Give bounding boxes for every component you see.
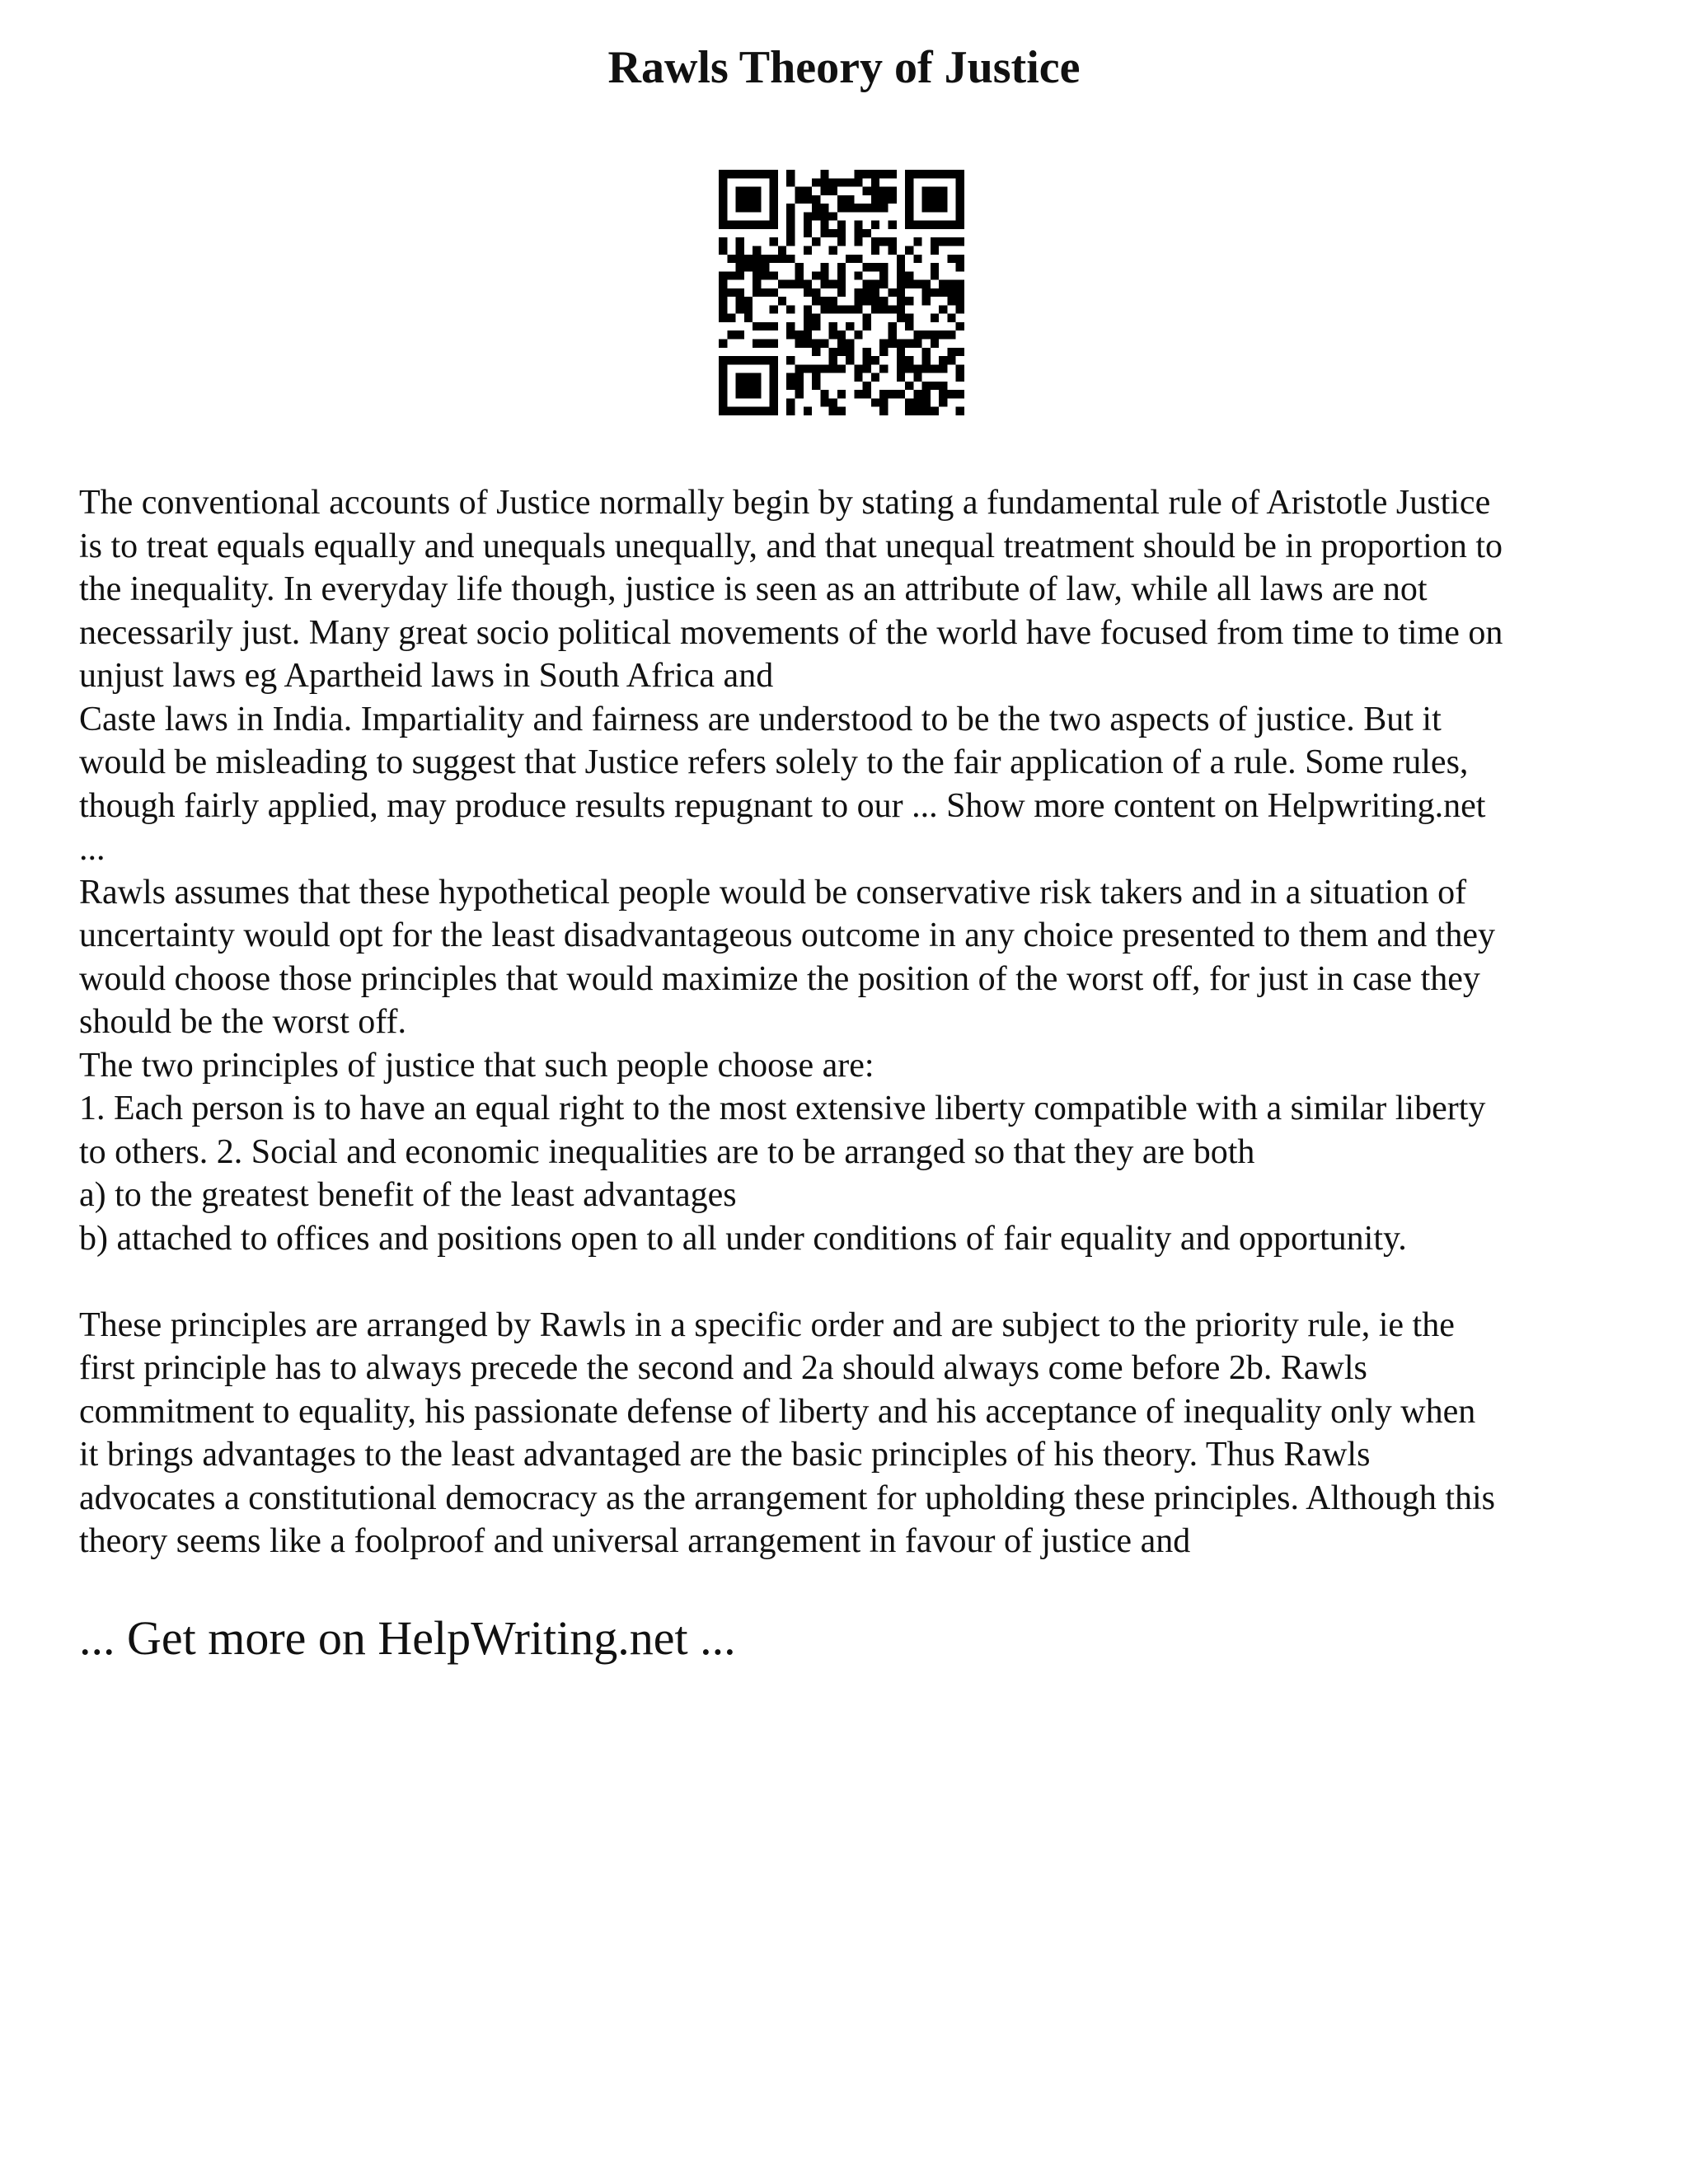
text-line: advocates a constitutional democracy as the arrangement for upholding these principles. Although this [79, 1479, 1496, 1517]
paragraph-1 [79, 481, 1645, 1260]
text-line: would choose those principles that would maximize the position of the worst off, for just in case they [79, 959, 1480, 998]
text-line: first principle has to always precede the second and 2a should always come before 2b. Rawls [79, 1349, 1367, 1387]
get-more-link[interactable]: ... Get more on HelpWriting.net ... [79, 1611, 736, 1665]
text-line: a) to the greatest benefit of the least advantages [79, 1176, 737, 1214]
text-line: it brings advantages to the least advantaged are the basic principles of his theory. Thus Rawls [79, 1436, 1371, 1474]
text-line: ... [79, 830, 106, 868]
qr-code-icon [719, 170, 964, 415]
paragraph-spacer [79, 1260, 1645, 1304]
text-line: is to treat equals equally and unequals unequally, and that unequal treatment should be in proportion to [79, 527, 1503, 565]
text-line: commitment to equality, his passionate defense of liberty and his acceptance of inequality only when [79, 1392, 1476, 1431]
document-title: Rawls Theory of Justice [607, 42, 1081, 93]
text-line: to others. 2. Social and economic inequalities are to be arranged so that they are both [79, 1132, 1255, 1171]
text-line: Caste laws in India. Impartiality and fairness are understood to be the two aspects of justice. But it [79, 700, 1442, 738]
text-line: unjust laws eg Apartheid laws in South Africa and [79, 657, 774, 695]
text-line: necessarily just. Many great socio political movements of the world have focused from time to time on [79, 613, 1503, 652]
text-line: The two principles of justice that such people choose are: [79, 1046, 874, 1085]
text-line: theory seems like a foolproof and universal arrangement in favour of justice and [79, 1522, 1191, 1560]
text-line: the inequality. In everyday life though, justice is seen as an attribute of law, while all laws are not [79, 570, 1428, 608]
text-line: would be misleading to suggest that Justice refers solely to the fair application of a rule. Some rules, [79, 743, 1469, 781]
paragraph-2 [79, 1304, 1645, 1563]
text-line: These principles are arranged by Rawls in a specific order and are subject to the priority rule, ie the [79, 1305, 1455, 1344]
text-line: Rawls assumes that these hypothetical people would be conservative risk takers and in a situation of [79, 873, 1467, 912]
document-body [79, 481, 1645, 1563]
text-line: uncertainty would opt for the least disadvantageous outcome in any choice presented to them and they [79, 916, 1495, 954]
text-line: The conventional accounts of Justice normally begin by stating a fundamental rule of Aristotle Justice [79, 484, 1491, 522]
text-line: 1. Each person is to have an equal right to the most extensive liberty compatible with a similar liberty [79, 1090, 1486, 1127]
text-line: b) attached to offices and positions open to all under conditions of fair equality and opportunity. [79, 1219, 1407, 1258]
text-line: though fairly applied, may produce results repugnant to our ... Show more content on Helpwriting.net [79, 786, 1486, 825]
text-line: should be the worst off. [79, 1003, 407, 1041]
